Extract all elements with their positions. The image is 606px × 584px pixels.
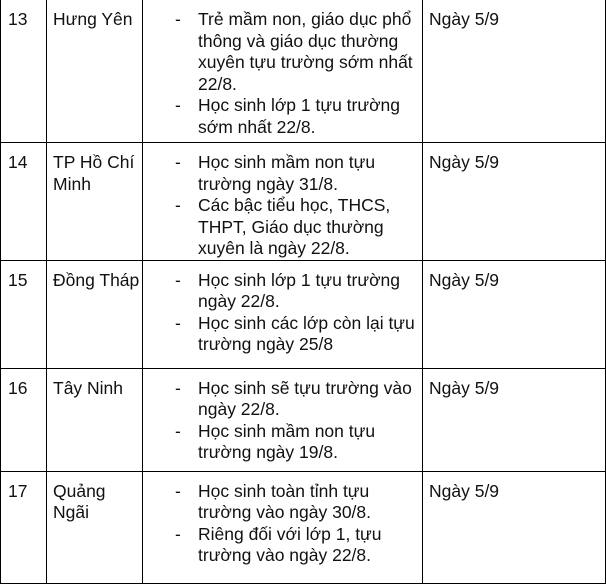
note-text: Học sinh mầm non tựu trường ngày 19/8.: [198, 420, 376, 462]
bullet-dash: -: [175, 312, 181, 333]
row-number: 14: [1, 143, 47, 261]
row-number: 16: [1, 368, 47, 471]
list-item: [143, 524, 418, 567]
note-text: Riêng đối với lớp 1, tựu trường vào ngày 22/8.: [198, 523, 382, 565]
province-name: Hưng Yên: [47, 0, 143, 143]
table-row: [1, 143, 606, 261]
list-item: [143, 313, 418, 356]
row-number: 15: [1, 260, 47, 368]
bullet-dash: -: [175, 195, 181, 215]
bullet-dash: -: [175, 152, 181, 172]
list-item: [143, 421, 418, 464]
school-opening-notes: [143, 260, 423, 368]
list-item: [143, 152, 418, 195]
note-text: Học sinh mầm non tựu trường ngày 31/8.: [198, 152, 376, 194]
bullet-dash: -: [175, 523, 181, 544]
school-opening-notes: [143, 471, 423, 583]
province-name: TP Hồ Chí Minh: [47, 143, 143, 261]
province-name: Quảng Ngãi: [47, 471, 143, 583]
opening-date: Ngày 5/9: [423, 260, 606, 368]
bullet-dash: -: [175, 480, 181, 501]
school-opening-notes: [143, 143, 423, 261]
note-text: Học sinh lớp 1 tựu trường ngày 22/8.: [198, 269, 401, 311]
bullet-dash: -: [175, 420, 181, 441]
list-item: [143, 270, 418, 313]
note-text: Học sinh lớp 1 tựu trường sớm nhất 22/8.: [198, 95, 401, 137]
note-text: Học sinh sẽ tựu trường vào ngày 22/8.: [198, 377, 412, 419]
list-item: [143, 378, 418, 421]
table-row: [1, 0, 606, 143]
list-item: [143, 195, 418, 260]
opening-date: Ngày 5/9: [423, 471, 606, 583]
note-text: Học sinh toàn tỉnh tựu trường vào ngày 30/8.: [198, 480, 372, 522]
row-number: 17: [1, 471, 47, 583]
bullet-dash: -: [175, 9, 181, 29]
list-item: [143, 9, 418, 95]
note-text: Học sinh các lớp còn lại tựu trường ngày 25/8: [198, 312, 415, 354]
row-number: 13: [1, 0, 47, 143]
note-text: Các bậc tiểu học, THCS, THPT, Giáo dục thường xuyên là ngày 22/8.: [198, 195, 391, 258]
school-opening-notes: [143, 0, 423, 143]
list-item: [143, 481, 418, 524]
table-row: [1, 368, 606, 471]
table-row: [1, 260, 606, 368]
province-name: Tây Ninh: [47, 368, 143, 471]
bullet-dash: -: [175, 95, 181, 115]
opening-date: Ngày 5/9: [423, 143, 606, 261]
school-opening-notes: [143, 368, 423, 471]
bullet-dash: -: [175, 377, 181, 398]
list-item: [143, 95, 418, 138]
table-row: [1, 471, 606, 583]
province-name: Đồng Tháp: [47, 260, 143, 368]
opening-date: Ngày 5/9: [423, 368, 606, 471]
note-text: Trẻ mầm non, giáo dục phổ thông và giáo dục thường xuyên tựu trường sớm nhất 22/8.: [198, 9, 413, 94]
bullet-dash: -: [175, 269, 181, 290]
opening-date: Ngày 5/9: [423, 0, 606, 143]
